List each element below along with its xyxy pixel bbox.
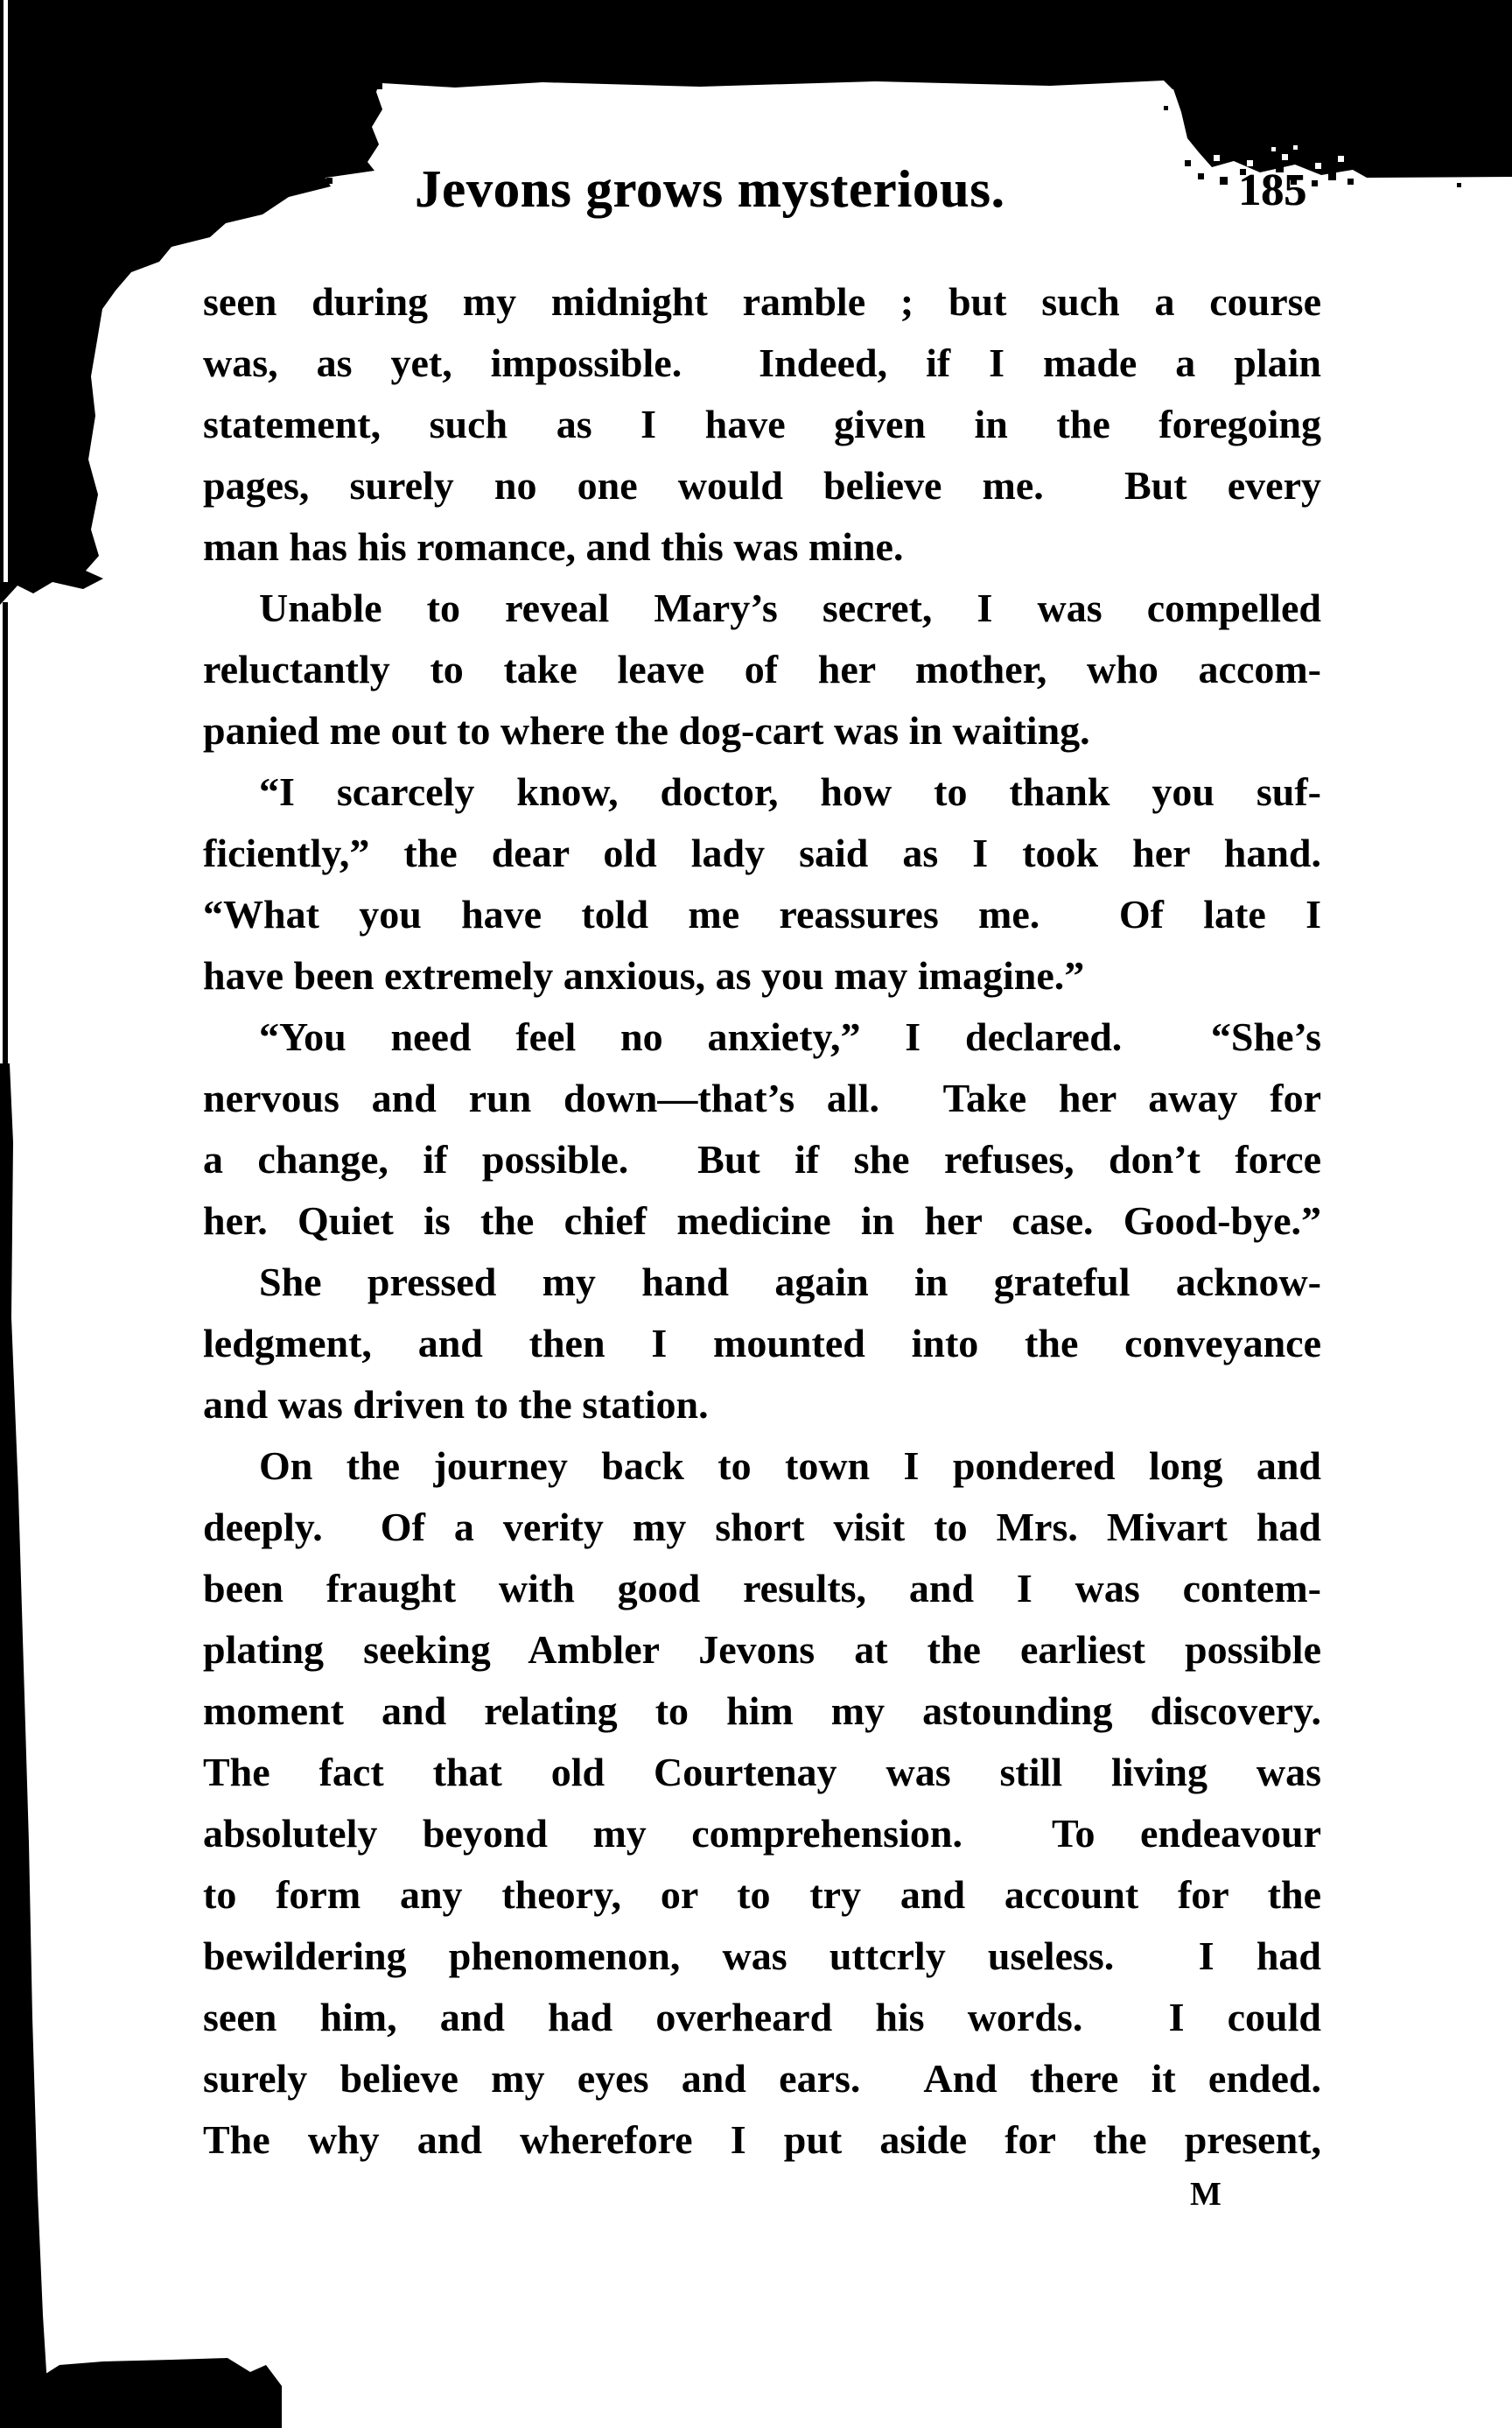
text-line: surely believe my eyes and ears. And there it ended. <box>203 2056 1321 2101</box>
text-line: and was driven to the station. <box>203 1382 709 1427</box>
scan-artifact-left-edge-bar <box>0 1063 52 2428</box>
text-line: deeply. Of a verity my short visit to Mrs. Mivart had <box>203 1505 1321 1549</box>
scan-artifact-white-speckles <box>0 0 1 1</box>
text-line: a change, if possible. But if she refuses, don’t force <box>203 1137 1321 1182</box>
text-line: panied me out to where the dog-cart was in waiting. <box>203 708 1090 753</box>
text-line: “What you have told me reassures me. Of late I <box>203 892 1321 937</box>
text-line: ledgment, and then I mounted into the conveyance <box>203 1321 1321 1365</box>
text-line: “I scarcely know, doctor, how to thank you suf- <box>259 769 1321 814</box>
scan-artifact-bottom-left-blob <box>24 2358 282 2428</box>
text-line: have been extremely anxious, as you may imagine.” <box>203 953 1085 998</box>
text-line: ficiently,” the dear old lady said as I took her hand. <box>203 831 1321 875</box>
text-line: plating seeking Ambler Jevons at the earliest possible <box>203 1627 1321 1672</box>
text-line: been fraught with good results, and I was contem- <box>203 1566 1321 1610</box>
page-text <box>203 271 1321 2171</box>
text-line: The why and wherefore I put aside for the present, <box>203 2117 1321 2162</box>
text-line: seen him, and had overheard his words. I could <box>203 1995 1321 2039</box>
scan-artifact-left-pinstripe <box>4 0 8 582</box>
scan-artifact-left-edge-line <box>3 602 8 1066</box>
text-line: On the journey back to town I pondered long and <box>259 1443 1321 1488</box>
text-line: was, as yet, impossible. Indeed, if I made a plain <box>203 340 1321 385</box>
text-line: moment and relating to him my astounding discovery. <box>203 1688 1321 1733</box>
text-line: She pressed my hand again in grateful acknow- <box>259 1260 1321 1304</box>
text-line: statement, such as I have given in the foregoing <box>203 402 1321 446</box>
text-line: her. Quiet is the chief medicine in her case. Good-bye.” <box>203 1198 1321 1243</box>
page-number: 185 <box>1238 165 1306 215</box>
text-line: reluctantly to take leave of her mother, who accom- <box>203 647 1321 691</box>
text-line: pages, surely no one would believe me. But every <box>203 463 1321 508</box>
text-line: “You need feel no anxiety,” I declared. “She’s <box>259 1014 1321 1059</box>
signature-mark: M <box>1190 2176 1222 2213</box>
scan-artifact-top-right-blob <box>1138 0 1512 188</box>
text-line: man has his romance, and this was mine. <box>203 524 904 569</box>
text-line: The fact that old Courtenay was still living was <box>203 1750 1321 1794</box>
text-line: bewildering phenomenon, was uttcrly useless. I had <box>203 1933 1321 1978</box>
text-line: to form any theory, or to try and account for the <box>203 1872 1321 1917</box>
running-head-title: Jevons grows mysterious. <box>415 160 1005 218</box>
text-line: seen during my midnight ramble ; but such a course <box>203 279 1321 324</box>
text-line: Unable to reveal Mary’s secret, I was compelled <box>259 586 1321 630</box>
text-line: nervous and run down—that’s all. Take her away for <box>203 1076 1321 1120</box>
text-line: absolutely beyond my comprehension. To endeavour <box>203 1811 1321 1856</box>
